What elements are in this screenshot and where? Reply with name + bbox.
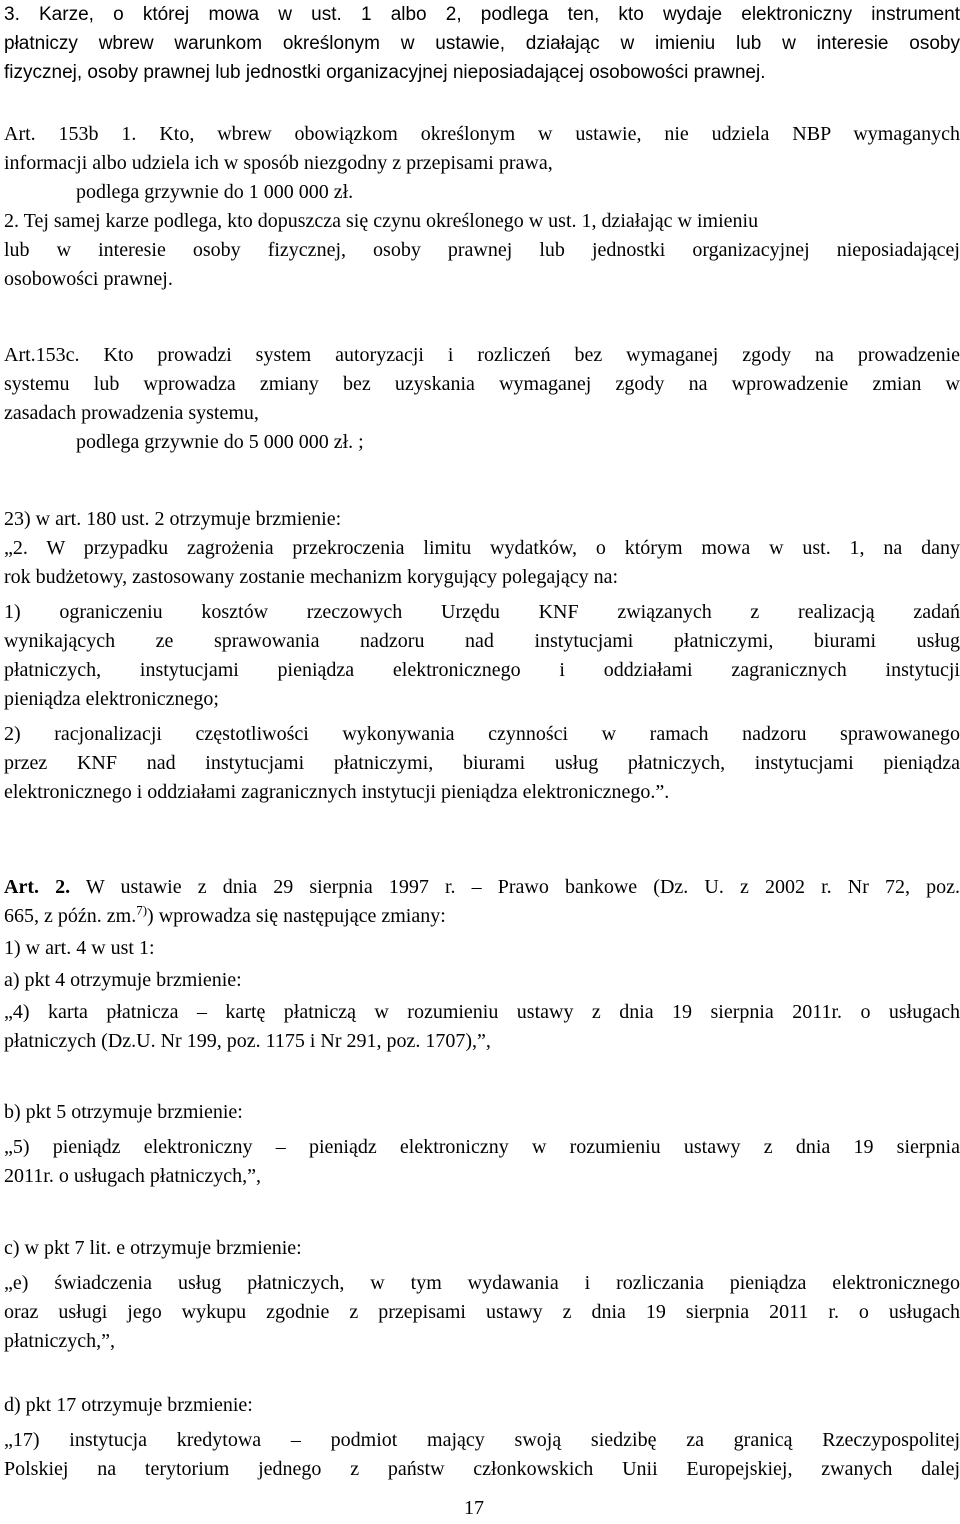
text-line: informacji albo udziela ich w sposób niezgodny z przepisami prawa, xyxy=(4,152,553,174)
text-line: c) w pkt 7 lit. e otrzymuje brzmienie: xyxy=(4,1237,302,1259)
text-line: systemu lub wprowadza zmiany bez uzyskania wymaganej zgody na wprowadzenie zmian w xyxy=(4,373,960,395)
text-line: 23) w art. 180 ust. 2 otrzymuje brzmienie: xyxy=(4,508,342,530)
text-fragment: W ustawie z dnia 29 sierpnia 1997 r. – Prawo bankowe (Dz. U. z 2002 r. Nr 72, poz. xyxy=(70,876,960,898)
article-heading: Art. 2. xyxy=(4,876,71,898)
text-line: d) pkt 17 otrzymuje brzmienie: xyxy=(4,1394,253,1416)
text-line: 3. Karze, o której mowa w ust. 1 albo 2, podlega ten, kto wydaje elektroniczny instrument xyxy=(4,4,960,25)
article-153c xyxy=(4,341,960,457)
text-line: wynikających ze sprawowania nadzoru nad instytucjami płatniczymi, biurami usług xyxy=(4,630,960,652)
text-fragment: ) wprowadza się następujące zmiany: xyxy=(147,905,446,927)
text-line: 2) racjonalizacji częstotliwości wykonywania czynności w ramach nadzoru sprawowanego xyxy=(4,723,960,745)
point-c xyxy=(4,1234,960,1356)
article-2 xyxy=(4,873,960,1056)
text-line: b) pkt 5 otrzymuje brzmienie: xyxy=(4,1101,243,1123)
text-line: płatniczych (Dz.U. Nr 199, poz. 1175 i Nr 291, poz. 1707),”, xyxy=(4,1030,491,1052)
text-line: fizycznej, osoby prawnej lub jednostki organizacyjnej nieposiadającej osobowości prawnej. xyxy=(4,62,766,83)
point-b xyxy=(4,1098,960,1191)
text-line: a) pkt 4 otrzymuje brzmienie: xyxy=(4,969,242,991)
text-line: 2011r. o usługach płatniczych,”, xyxy=(4,1165,261,1187)
text-line: Art.153c. Kto prowadzi system autoryzacji i rozliczeń bez wymaganej zgody na prowadzenie xyxy=(4,344,960,366)
text-line: oraz usługi jego wykupu zgodnie z przepisami ustawy z dnia 19 sierpnia 2011 r. o usługach xyxy=(4,1301,960,1323)
point-d xyxy=(4,1391,960,1484)
text-line xyxy=(4,873,960,902)
text-line: Polskiej na terytorium jednego z państw członkowskich Unii Europejskiej, zwanych dalej xyxy=(4,1458,960,1480)
article-153b xyxy=(4,120,960,294)
text-line: „5) pieniądz elektroniczny – pieniądz elektroniczny w rozumieniu ustawy z dnia 19 sierpnia xyxy=(4,1136,960,1158)
text-line: elektronicznego i oddziałami zagranicznych instytucji pieniądza elektronicznego.”. xyxy=(4,781,670,803)
text-line: płatniczych, instytucjami pieniądza elektronicznego i oddziałami zagranicznych instytucji xyxy=(4,659,960,681)
text-line: podlega grzywnie do 1 000 000 zł. xyxy=(76,181,354,203)
text-line: zasadach prowadzenia systemu, xyxy=(4,402,259,424)
text-line: „e) świadczenia usług płatniczych, w tym wydawania i rozliczania pieniądza elektronicznego xyxy=(4,1272,960,1294)
text-fragment: 665, z późn. zm. xyxy=(4,905,137,927)
text-line: 2. Tej samej karze podlega, kto dopuszcza się czynu określonego w ust. 1, działając w imieniu xyxy=(4,210,759,232)
paragraph-karze xyxy=(4,0,960,87)
text-line xyxy=(4,902,960,931)
text-line: 1) w art. 4 w ust 1: xyxy=(4,937,155,959)
text-line: Art. 153b 1. Kto, wbrew obowiązkom określonym w ustawie, nie udziela NBP wymaganych xyxy=(4,123,960,145)
text-line: „2. W przypadku zagrożenia przekroczenia limitu wydatków, o którym mowa w ust. 1, na dany xyxy=(4,537,960,559)
point-23 xyxy=(4,505,960,807)
footnote-reference: 7) xyxy=(136,902,148,918)
text-line: 1) ograniczeniu kosztów rzeczowych Urzędu KNF związanych z realizacją zadań xyxy=(4,601,960,623)
text-line: „4) karta płatnicza – kartę płatniczą w rozumieniu ustawy z dnia 19 sierpnia 2011r. o usługach xyxy=(4,1001,960,1023)
text-line: lub w interesie osoby fizycznej, osoby prawnej lub jednostki organizacyjnej nieposiadającej xyxy=(4,239,960,261)
text-line: płatniczy wbrew warunkom określonym w ustawie, działając w imieniu lub w interesie osoby xyxy=(4,33,960,54)
text-line: płatniczych,”, xyxy=(4,1330,116,1352)
text-line: „17) instytucja kredytowa – podmiot mający swoją siedzibę za granicą Rzeczypospolitej xyxy=(4,1429,960,1451)
text-line: podlega grzywnie do 5 000 000 zł. ; xyxy=(76,431,364,453)
text-line: pieniądza elektronicznego; xyxy=(4,688,219,710)
text-line: osobowości prawnej. xyxy=(4,268,173,290)
page-number: 17 xyxy=(464,1497,484,1519)
text-line: rok budżetowy, zastosowany zostanie mechanizm korygujący polegający na: xyxy=(4,566,619,588)
text-line: przez KNF nad instytucjami płatniczymi, biurami usług płatniczych, instytucjami pieniądza xyxy=(4,752,960,774)
